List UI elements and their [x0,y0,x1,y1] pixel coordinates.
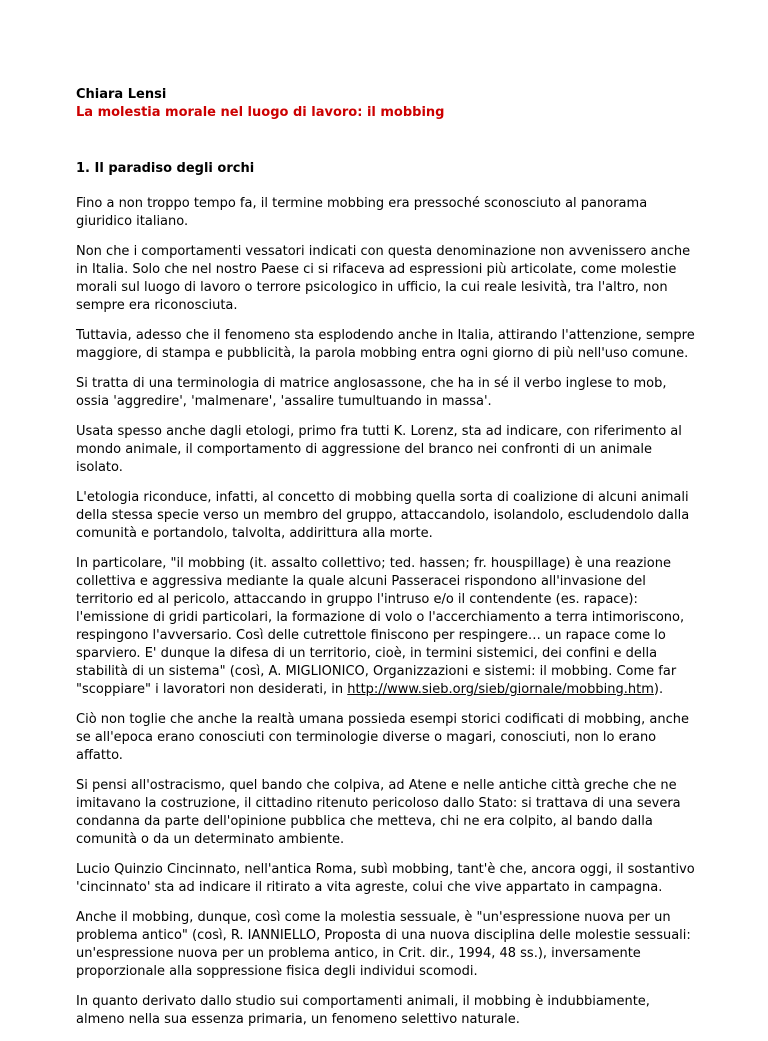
source-link[interactable]: http://www.sieb.org/sieb/giornale/mobbing.htm [347,682,654,697]
paragraph: In quanto derivato dallo studio sui comportamenti animali, il mobbing è indubbiamente, almeno nella sua essenza primaria, un fenomeno selettivo naturale. [76,994,650,1027]
paragraph: Si tratta di una terminologia di matrice anglosassone, che ha in sé il verbo inglese to mob, ossia 'aggredire', 'malmenare', 'assalire tumultuando in massa'. [76,376,667,409]
paragraph: Ciò non toglie che anche la realtà umana possieda esempi storici codificati di mobbing, anche se all'epoca erano conosciuti con terminologie diverse o magari, conosciuti, non lo erano affatto. [76,712,689,763]
paragraph: Anche il mobbing, dunque, così come la molestia sessuale, è "un'espressione nuova per un problema antico" (così, R. IANNIELLO, Proposta di una nuova disciplina delle molestie sessuali: un'espressione nuova per un problema antico, in Crit. dir., 1994, 48 ss.), inversamente proporzionale alla soppressione fisica degli individui scomodi. [76,910,691,979]
paragraph: L'etologia riconduce, infatti, al concetto di mobbing quella sorta di coalizione di alcuni animali della stessa specie verso un membro del gruppo, attaccandolo, isolandolo, escludendolo dalla comunità e portandolo, talvolta, addirittura alla morte. [76,490,690,541]
section-heading: 1. Il paradiso degli orchi [76,161,255,176]
document-title: La molestia morale nel luogo di lavoro: il mobbing [76,105,445,120]
paragraph: Tuttavia, adesso che il fenomeno sta esplodendo anche in Italia, attirando l'attenzione, sempre maggiore, di stampa e pubblicità, la parola mobbing entra ogni giorno di più nell'uso comune. [76,328,695,361]
paragraph: Usata spesso anche dagli etologi, primo fra tutti K. Lorenz, sta ad indicare, con riferimento al mondo animale, il comportamento di aggressione del branco nei confronti di un animale isolato. [76,424,682,475]
quote-text: In particolare, "il mobbing (it. assalto collettivo; ted. hassen; fr. houspillage) è una reazione collettiva e aggressiva mediante la quale alcuni Passeracei rispondono all'invasione del territorio ed al pericolo, attaccando in gruppo l'intruso e/o il contendente (es. rapace): l'emissione di gridi particolari, la formazione di volo o l'accerchiamento a terra intimoriscono, respingono l'avversario. Così delle cutrettole finiscono per respingere… un rapace come lo sparviero. E' dunque la difesa di un territorio, cioè, in termini sistemici, dei confini e della stabilità di un sistema" (così, A. MIGLIONICO, Organizzazioni e sistemi: il mobbing. Come far "scoppiare" i lavoratori non desiderati, in [76,556,685,697]
paragraph: Non che i comportamenti vessatori indicati con questa denominazione non avvenissero anche in Italia. Solo che nel nostro Paese ci si rifaceva ad espressioni più articolate, come molestie morali sul luogo di lavoro o terrore psicologico in ufficio, la cui reale lesività, tra l'altro, non sempre era riconosciuta. [76,244,691,313]
quote-paragraph [76,555,696,699]
author-name: Chiara Lensi [76,87,167,102]
paragraph: Si pensi all'ostracismo, quel bando che colpiva, ad Atene e nelle antiche città greche che ne imitavano la costruzione, il cittadino ritenuto pericoloso dallo Stato: si trattava di una severa condanna da parte dell'opinione pubblica che metteva, chi ne era colpito, al bando dalla comunità o da un determinato ambiente. [76,778,681,847]
paragraph: Lucio Quinzio Cincinnato, nell'antica Roma, subì mobbing, tant'è che, ancora oggi, il sostantivo 'cincinnato' sta ad indicare il ritirato a vita agreste, colui che vive appartato in campagna. [76,862,695,895]
document-body [76,86,696,1041]
quote-text-end: ). [653,682,664,697]
paragraph: Fino a non troppo tempo fa, il termine mobbing era pressoché sconosciuto al panorama giuridico italiano. [76,196,648,229]
